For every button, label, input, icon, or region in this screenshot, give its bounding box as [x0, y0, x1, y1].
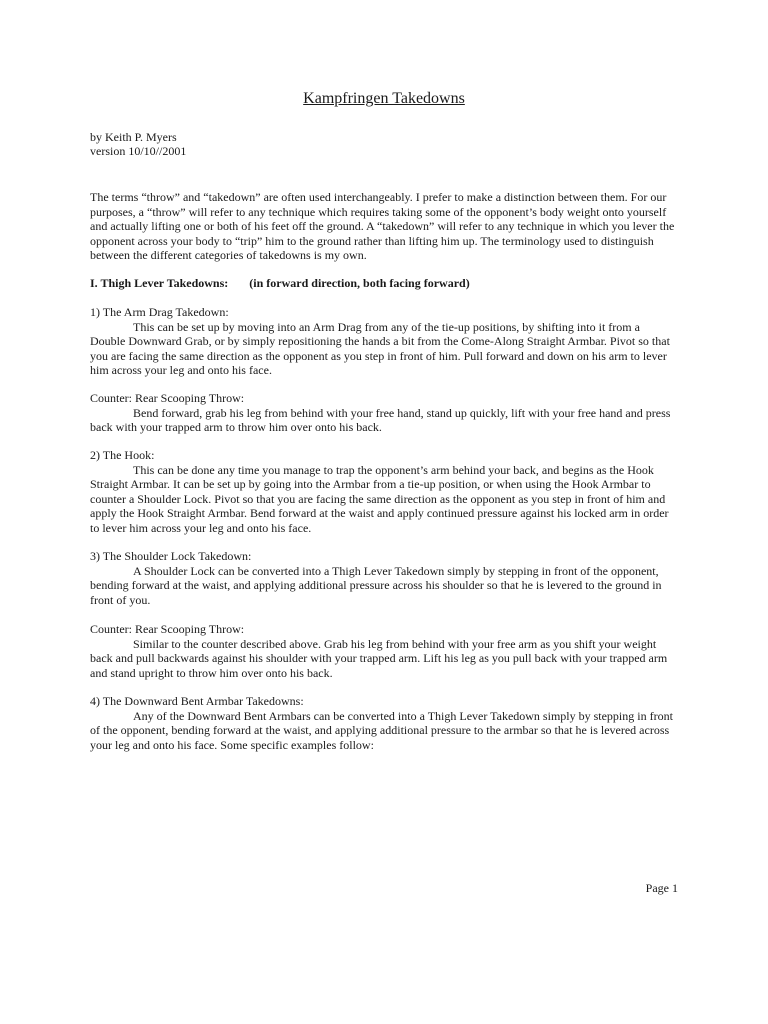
intro-paragraph: The terms “throw” and “takedown” are often used interchangeably. I prefer to make a distinction between them. For our purposes, a “throw” will refer to any technique which requires taking some of the opponent’s body weight onto yourself and actually lifting one or both of his feet off the ground. A “takedown” will refer to any technique in which you lever the opponent across your body to “trip” him to the ground rather than lifting him up. The terminology used to distinguish between the different categories of takedowns is my own.: [90, 190, 675, 262]
version-line: version 10/10//2001: [90, 144, 187, 158]
item-heading: 2) The Hook:: [90, 448, 155, 462]
page-number: Page 1: [645, 881, 678, 895]
item-body: Any of the Downward Bent Armbars can be converted into a Thigh Lever Takedown simply by stepping in front of the opponent, bending forward at the waist, and applying additional pressure to the armbar so that he is levered across your leg and onto his face. Some specific examples follow:: [90, 708, 673, 752]
section-title: I. Thigh Lever Takedowns:: [90, 276, 229, 290]
item-downward-bent-armbar: [90, 694, 676, 752]
item-heading: 1) The Arm Drag Takedown:: [90, 305, 229, 319]
item-body: A Shoulder Lock can be converted into a Thigh Lever Takedown simply by stepping in front of the opponent, bending forward at the waist, and applying additional pressure across his shoulder so that he is levered to the ground in front of you.: [90, 563, 662, 607]
item-heading: Counter: Rear Scooping Throw:: [90, 391, 245, 405]
section-heading: [90, 276, 676, 291]
item-heading: 3) The Shoulder Lock Takedown:: [90, 549, 252, 563]
author-line: by Keith P. Myers: [90, 130, 177, 144]
item-heading: Counter: Rear Scooping Throw:: [90, 622, 245, 636]
item-shoulder-lock: [90, 549, 676, 607]
intro-block: [90, 190, 676, 263]
item-body: This can be set up by moving into an Arm Drag from any of the tie-up positions, by shifting into it from a Double Downward Grab, or by simply repositioning the hands a bit from the Come-Along Straight Armbar. Pivot so that you are facing the same direction as the opponent as you step in front of him. Pull forward and down on his arm to lever him across your leg and onto his face.: [90, 319, 670, 377]
item-body: This can be done any time you manage to trap the opponent’s arm behind your back, and begins as the Hook Straight Armbar. It can be set up by going into the Armbar from a tie-up position, or when using the Hook Armbar to counter a Shoulder Lock. Pivot so that you are facing the same direction as the opponent as you step in front of him and apply the Hook Straight Armbar. Bend forward at the waist and apply continued pressure against his locked arm in order to lever him across your leg and onto his face.: [90, 462, 669, 535]
document-meta: [90, 130, 186, 158]
item-hook: [90, 448, 676, 535]
item-body: Bend forward, grab his leg from behind with your free hand, stand up quickly, lift with your free hand and press back with your trapped arm to throw him over onto his back.: [90, 405, 671, 434]
document-title: Kampfringen Takedowns: [303, 90, 465, 107]
section-subtitle: (in forward direction, both facing forward): [249, 276, 470, 290]
item-heading: 4) The Downward Bent Armbar Takedowns:: [90, 694, 304, 708]
item-body: Similar to the counter described above. Grab his leg from behind with your free arm as you shift your weight back and pull backwards against his shoulder with your trapped arm. Lift his leg as you pull back with your trapped arm and stand upright to throw him over onto his back.: [90, 636, 668, 680]
item-arm-drag: [90, 305, 676, 378]
item-counter-1: [90, 391, 676, 435]
item-counter-2: [90, 622, 676, 680]
